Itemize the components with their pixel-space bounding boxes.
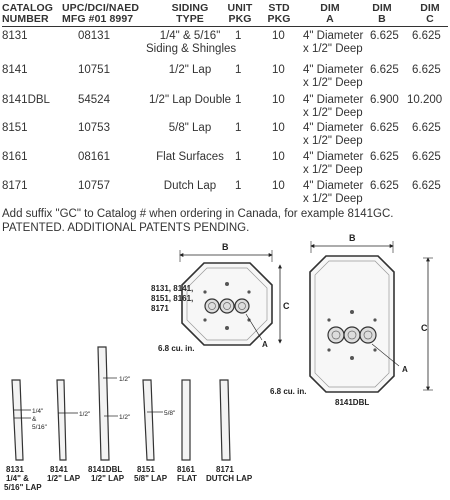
table-row-8171-dimc: 6.625 bbox=[412, 180, 441, 192]
table-row-8151-std: 10 bbox=[272, 122, 285, 134]
profile-8161-number: 8161 bbox=[177, 465, 195, 474]
table-row-8141-dimc: 6.625 bbox=[412, 64, 441, 76]
double-dim-c-label: C bbox=[421, 323, 428, 333]
table-row-8131-dimb: 6.625 bbox=[370, 30, 399, 42]
table-row-8161-siding: Flat Surfaces bbox=[156, 151, 224, 163]
table-row-8141-catalog: 8141 bbox=[2, 64, 28, 76]
table-row-8141dbl-dimc: 10.200 bbox=[407, 94, 443, 106]
profile-8161-shape bbox=[182, 380, 190, 460]
profile-8141dbl-shape bbox=[98, 347, 109, 460]
table-row-8141-upc: 10751 bbox=[78, 64, 110, 76]
table-row-8151-unit: 1 bbox=[235, 122, 242, 134]
table-row-8141dbl-upc: 54524 bbox=[78, 94, 110, 106]
double-model-label: 8141DBL bbox=[335, 398, 370, 407]
table-row-8141-unit: 1 bbox=[235, 64, 242, 76]
table-row-8171-siding: Dutch Lap bbox=[163, 180, 217, 192]
header-siding-type: SIDING TYPE bbox=[171, 2, 209, 25]
profile-8141-desc: 1/2" LAP bbox=[47, 474, 81, 483]
table-row-8141dbl-std: 10 bbox=[272, 94, 285, 106]
table-row-8151-dimc: 6.625 bbox=[412, 122, 441, 134]
header-std-pkg: STD PKG bbox=[267, 2, 291, 25]
patent-note: PATENTED. ADDITIONAL PATENTS PENDING. bbox=[2, 221, 250, 234]
header-dim-b: DIM B bbox=[372, 2, 392, 25]
table-row-8161-dima-1: 4" Diameter bbox=[303, 151, 364, 163]
header-catalog-number: CATALOG NUMBER bbox=[2, 2, 54, 25]
table-row-8141dbl-dimb: 6.900 bbox=[370, 94, 399, 106]
profile-8171-desc: DUTCH LAP bbox=[206, 474, 253, 483]
profile-8141dbl-desc: 1/2" LAP bbox=[91, 474, 125, 483]
side-profiles bbox=[12, 347, 230, 460]
table-row-8131-catalog: 8131 bbox=[2, 30, 28, 42]
profile-8151-number: 8151 bbox=[137, 465, 155, 474]
table-row-8131-std: 10 bbox=[272, 30, 285, 42]
table-row-8131-dimc: 6.625 bbox=[412, 30, 441, 42]
double-box-drawing bbox=[270, 233, 433, 407]
table-row-8171-std: 10 bbox=[272, 180, 285, 192]
single-models-line-1: 8131, 8141, bbox=[151, 284, 194, 293]
profile-8171-number: 8171 bbox=[216, 465, 234, 474]
profile-8141-callout: 1/2" bbox=[79, 411, 91, 418]
profile-8131-callout-2: & bbox=[32, 416, 37, 423]
table-row-8171-dima-2: x 1/2" Deep bbox=[303, 193, 363, 205]
table-row-8151-dima-1: 4" Diameter bbox=[303, 122, 364, 134]
single-box-drawing bbox=[151, 242, 290, 353]
table-row-8161-dimb: 6.625 bbox=[370, 151, 399, 163]
table-row-8141-std: 10 bbox=[272, 64, 285, 76]
table-row-8141-dimb: 6.625 bbox=[370, 64, 399, 76]
table-row-8141dbl-unit: 1 bbox=[235, 94, 242, 106]
table-row-8151-dimb: 6.625 bbox=[370, 122, 399, 134]
table-row-8171-catalog: 8171 bbox=[2, 180, 28, 192]
table-row-8171-unit: 1 bbox=[235, 180, 242, 192]
table-row-8141dbl-siding: 1/2" Lap Double bbox=[148, 94, 232, 106]
profile-8131-callout-3: 5/16" bbox=[32, 424, 47, 431]
profile-8131-desc-2: 5/16" LAP bbox=[4, 483, 42, 492]
header-upc: UPC/DCI/NAED MFG #01 8997 bbox=[62, 2, 140, 25]
single-dim-a-label: A bbox=[262, 340, 268, 349]
profile-8151-desc: 5/8" LAP bbox=[134, 474, 168, 483]
table-row-8161-upc: 08161 bbox=[78, 151, 110, 163]
header-dim-c: DIM C bbox=[420, 2, 440, 25]
table-row-8131-unit: 1 bbox=[235, 30, 242, 42]
table-row-8141dbl-dima-1: 4" Diameter bbox=[303, 94, 364, 106]
profile-8131-desc-1: 1/4" & bbox=[6, 474, 29, 483]
header-unit-pkg: UNIT PKG bbox=[227, 2, 253, 25]
table-row-8141dbl-dima-2: x 1/2" Deep bbox=[303, 107, 363, 119]
table-row-8171-dima-1: 4" Diameter bbox=[303, 180, 364, 192]
profile-8141-number: 8141 bbox=[50, 465, 68, 474]
table-row-8131-siding-1: 1/4" & 5/16" bbox=[159, 30, 221, 42]
table-row-8161-unit: 1 bbox=[235, 151, 242, 163]
profile-8131-number: 8131 bbox=[6, 465, 24, 474]
single-dim-c-label: C bbox=[283, 301, 290, 311]
table-row-8161-dima-2: x 1/2" Deep bbox=[303, 164, 363, 176]
table-row-8131-dima-1: 4" Diameter bbox=[303, 30, 364, 42]
table-row-8131-siding-2: Siding & Shingles bbox=[146, 43, 237, 55]
profile-8161-desc: FLAT bbox=[177, 474, 197, 483]
profile-8141-shape bbox=[57, 380, 66, 460]
table-row-8151-catalog: 8151 bbox=[2, 122, 28, 134]
table-row-8161-std: 10 bbox=[272, 151, 285, 163]
profile-8141dbl-callout-1: 1/2" bbox=[119, 376, 131, 383]
single-dim-b-label: B bbox=[222, 242, 229, 252]
table-row-8151-siding: 5/8" Lap bbox=[168, 122, 212, 134]
table-row-8131-upc: 08131 bbox=[78, 30, 110, 42]
profile-8141dbl-callout-2: 1/2" bbox=[119, 414, 131, 421]
double-volume-label: 6.8 cu. in. bbox=[270, 387, 307, 396]
double-dim-a-label: A bbox=[402, 365, 408, 374]
header-dim-a: DIM A bbox=[320, 2, 340, 25]
profile-8151-callout: 5/8" bbox=[164, 410, 176, 417]
single-volume-label: 6.8 cu. in. bbox=[158, 344, 195, 353]
table-row-8161-dimc: 6.625 bbox=[412, 151, 441, 163]
table-row-8161-catalog: 8161 bbox=[2, 151, 28, 163]
table-row-8141-dima-2: x 1/2" Deep bbox=[303, 77, 363, 89]
table-row-8151-dima-2: x 1/2" Deep bbox=[303, 135, 363, 147]
single-models-line-2: 8151, 8161, bbox=[151, 294, 194, 303]
double-dim-b-label: B bbox=[349, 233, 356, 243]
profile-8151-shape bbox=[143, 380, 154, 460]
table-row-8171-upc: 10757 bbox=[78, 180, 110, 192]
profile-8141dbl-number: 8141DBL bbox=[88, 465, 123, 474]
canada-suffix-note: Add suffix "GC" to Catalog # when ordering in Canada, for example 8141GC. bbox=[2, 208, 394, 220]
table-row-8171-dimb: 6.625 bbox=[370, 180, 399, 192]
profile-8131-shape bbox=[12, 380, 23, 460]
profile-8131-callout-1: 1/4" bbox=[32, 408, 44, 415]
profile-8171-shape bbox=[220, 380, 230, 460]
single-models-line-3: 8171 bbox=[151, 304, 169, 313]
table-row-8151-upc: 10753 bbox=[78, 122, 110, 134]
table-row-8141dbl-catalog: 8141DBL bbox=[2, 94, 50, 106]
table-row-8141-dima-1: 4" Diameter bbox=[303, 64, 364, 76]
table-row-8141-siding: 1/2" Lap bbox=[168, 64, 212, 76]
table-row-8131-dima-2: x 1/2" Deep bbox=[303, 43, 363, 55]
